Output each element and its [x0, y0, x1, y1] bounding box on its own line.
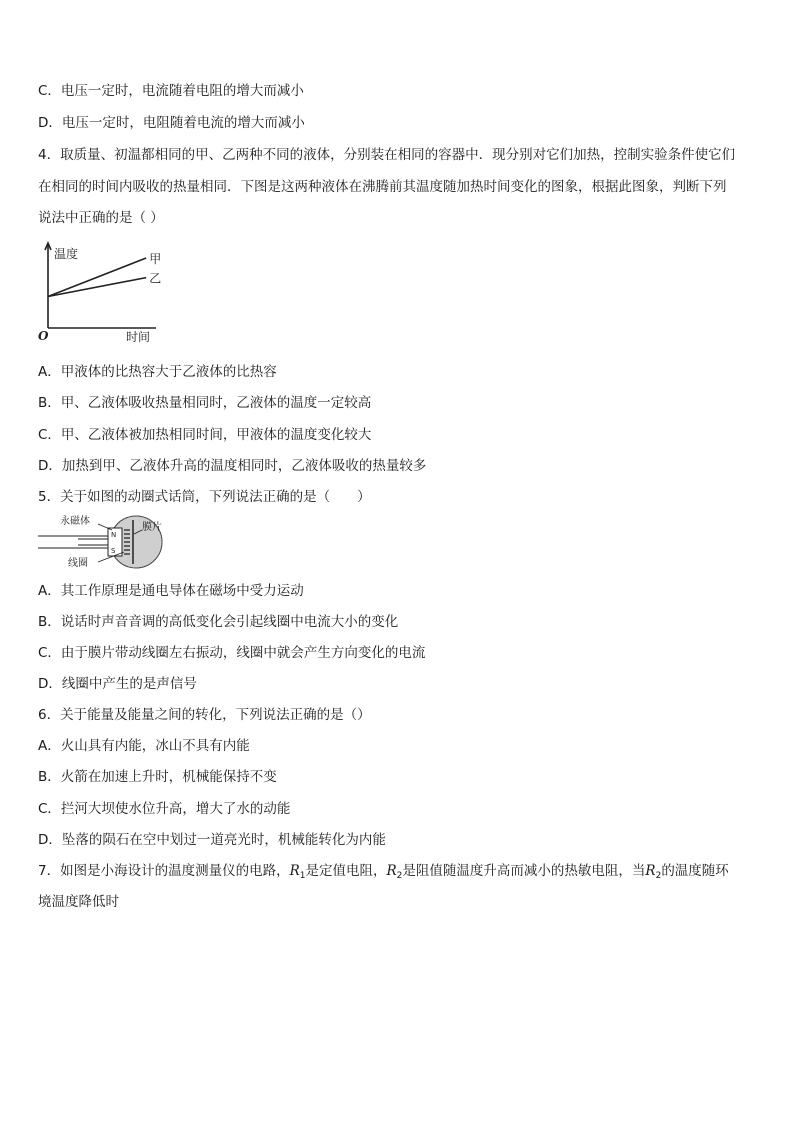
q5-option-b: B．说话时声音音调的高低变化会引起线圈中电流大小的变化: [38, 614, 399, 630]
r2-subscript-repeat: 2: [655, 871, 662, 881]
q6-stem: 6．关于能量及能量之间的转化，下列说法正确的是（）: [38, 707, 371, 723]
r2-subscript: 2: [396, 871, 403, 881]
q7-part4: 的温度随环: [661, 863, 729, 879]
q7-stem-line2: 境温度降低时: [38, 894, 119, 910]
q5-option-d: D．线圈中产生的是声信号: [38, 676, 197, 692]
r2-symbol-repeat: R: [645, 863, 656, 879]
series-label-jia: 甲: [149, 252, 162, 266]
q6-option-a: A．火山具有内能，冰山不具有内能: [38, 738, 250, 754]
svg-text:N: N: [111, 531, 117, 539]
q6-option-b: B．火箭在加速上升时，机械能保持不变: [38, 769, 277, 785]
q5-stem: 5．关于如图的动圈式话筒，下列说法正确的是（ ）: [38, 489, 371, 505]
label-magnet: 永磁体: [60, 516, 90, 527]
label-coil: 线圈: [68, 558, 88, 569]
r1-symbol: R: [289, 863, 300, 879]
coil: [124, 530, 130, 554]
q7-stem-line1: [38, 861, 729, 886]
q5-option-c: C．由于膜片带动线圈左右振动，线圈中就会产生方向变化的电流: [38, 645, 426, 661]
q6-option-d: D．坠落的陨石在空中划过一道亮光时，机械能转化为内能: [38, 832, 386, 848]
origin-label: O: [38, 329, 49, 343]
series-line-jia: [48, 258, 146, 297]
x-axis-label: 时间: [126, 330, 151, 344]
q3-option-c: C．电压一定时，电流随着电阻的增大而减小: [38, 83, 304, 99]
q6-option-c: C．拦河大坝使水位升高，增大了水的动能: [38, 801, 291, 817]
q7-part2: 是定值电阻，: [305, 863, 387, 879]
q4-stem-line2: 在相同的时间内吸收的热量相同．下图是这两种液体在沸腾前其温度随加热时间变化的图象，根据此图象，判断下列: [38, 179, 727, 195]
q4-option-a: A．甲液体的比热容大于乙液体的比热容: [38, 364, 277, 380]
r2-symbol: R: [386, 863, 397, 879]
q4-stem-line1: 4．取质量、初温都相同的甲、乙两种不同的液体，分别装在相同的容器中．现分别对它们加热，控制实验条件使它们: [38, 147, 736, 163]
series-label-yi: 乙: [149, 271, 162, 286]
q5-option-a: A．其工作原理是通电导体在磁场中受力运动: [38, 583, 304, 599]
label-membrane: 膜片: [142, 522, 162, 533]
moving-coil-microphone-figure: [38, 512, 166, 570]
q4-option-d: D．加热到甲、乙液体升高的温度相同时，乙液体吸收的热量较多: [38, 458, 427, 474]
q4-stem-line3: 说法中正确的是（ ）: [38, 210, 164, 226]
series-line-yi: [48, 278, 146, 297]
temperature-time-chart: [34, 238, 164, 344]
q3-option-d: D．电压一定时，电阻随着电流的增大而减小: [38, 115, 305, 131]
r1-subscript: 1: [299, 871, 306, 881]
q7-part3: 是阻值随温度升高而减小的热敏电阻，当: [402, 863, 646, 879]
q4-option-b: B．甲、乙液体吸收热量相同时，乙液体的温度一定较高: [38, 395, 372, 411]
svg-text:S: S: [111, 547, 116, 555]
q7-part1: 7．如图是小海设计的温度测量仪的电路，: [38, 863, 290, 879]
q4-option-c: C．甲、乙液体被加热相同时间，甲液体的温度变化较大: [38, 427, 372, 443]
y-axis-label: 温度: [54, 247, 79, 261]
